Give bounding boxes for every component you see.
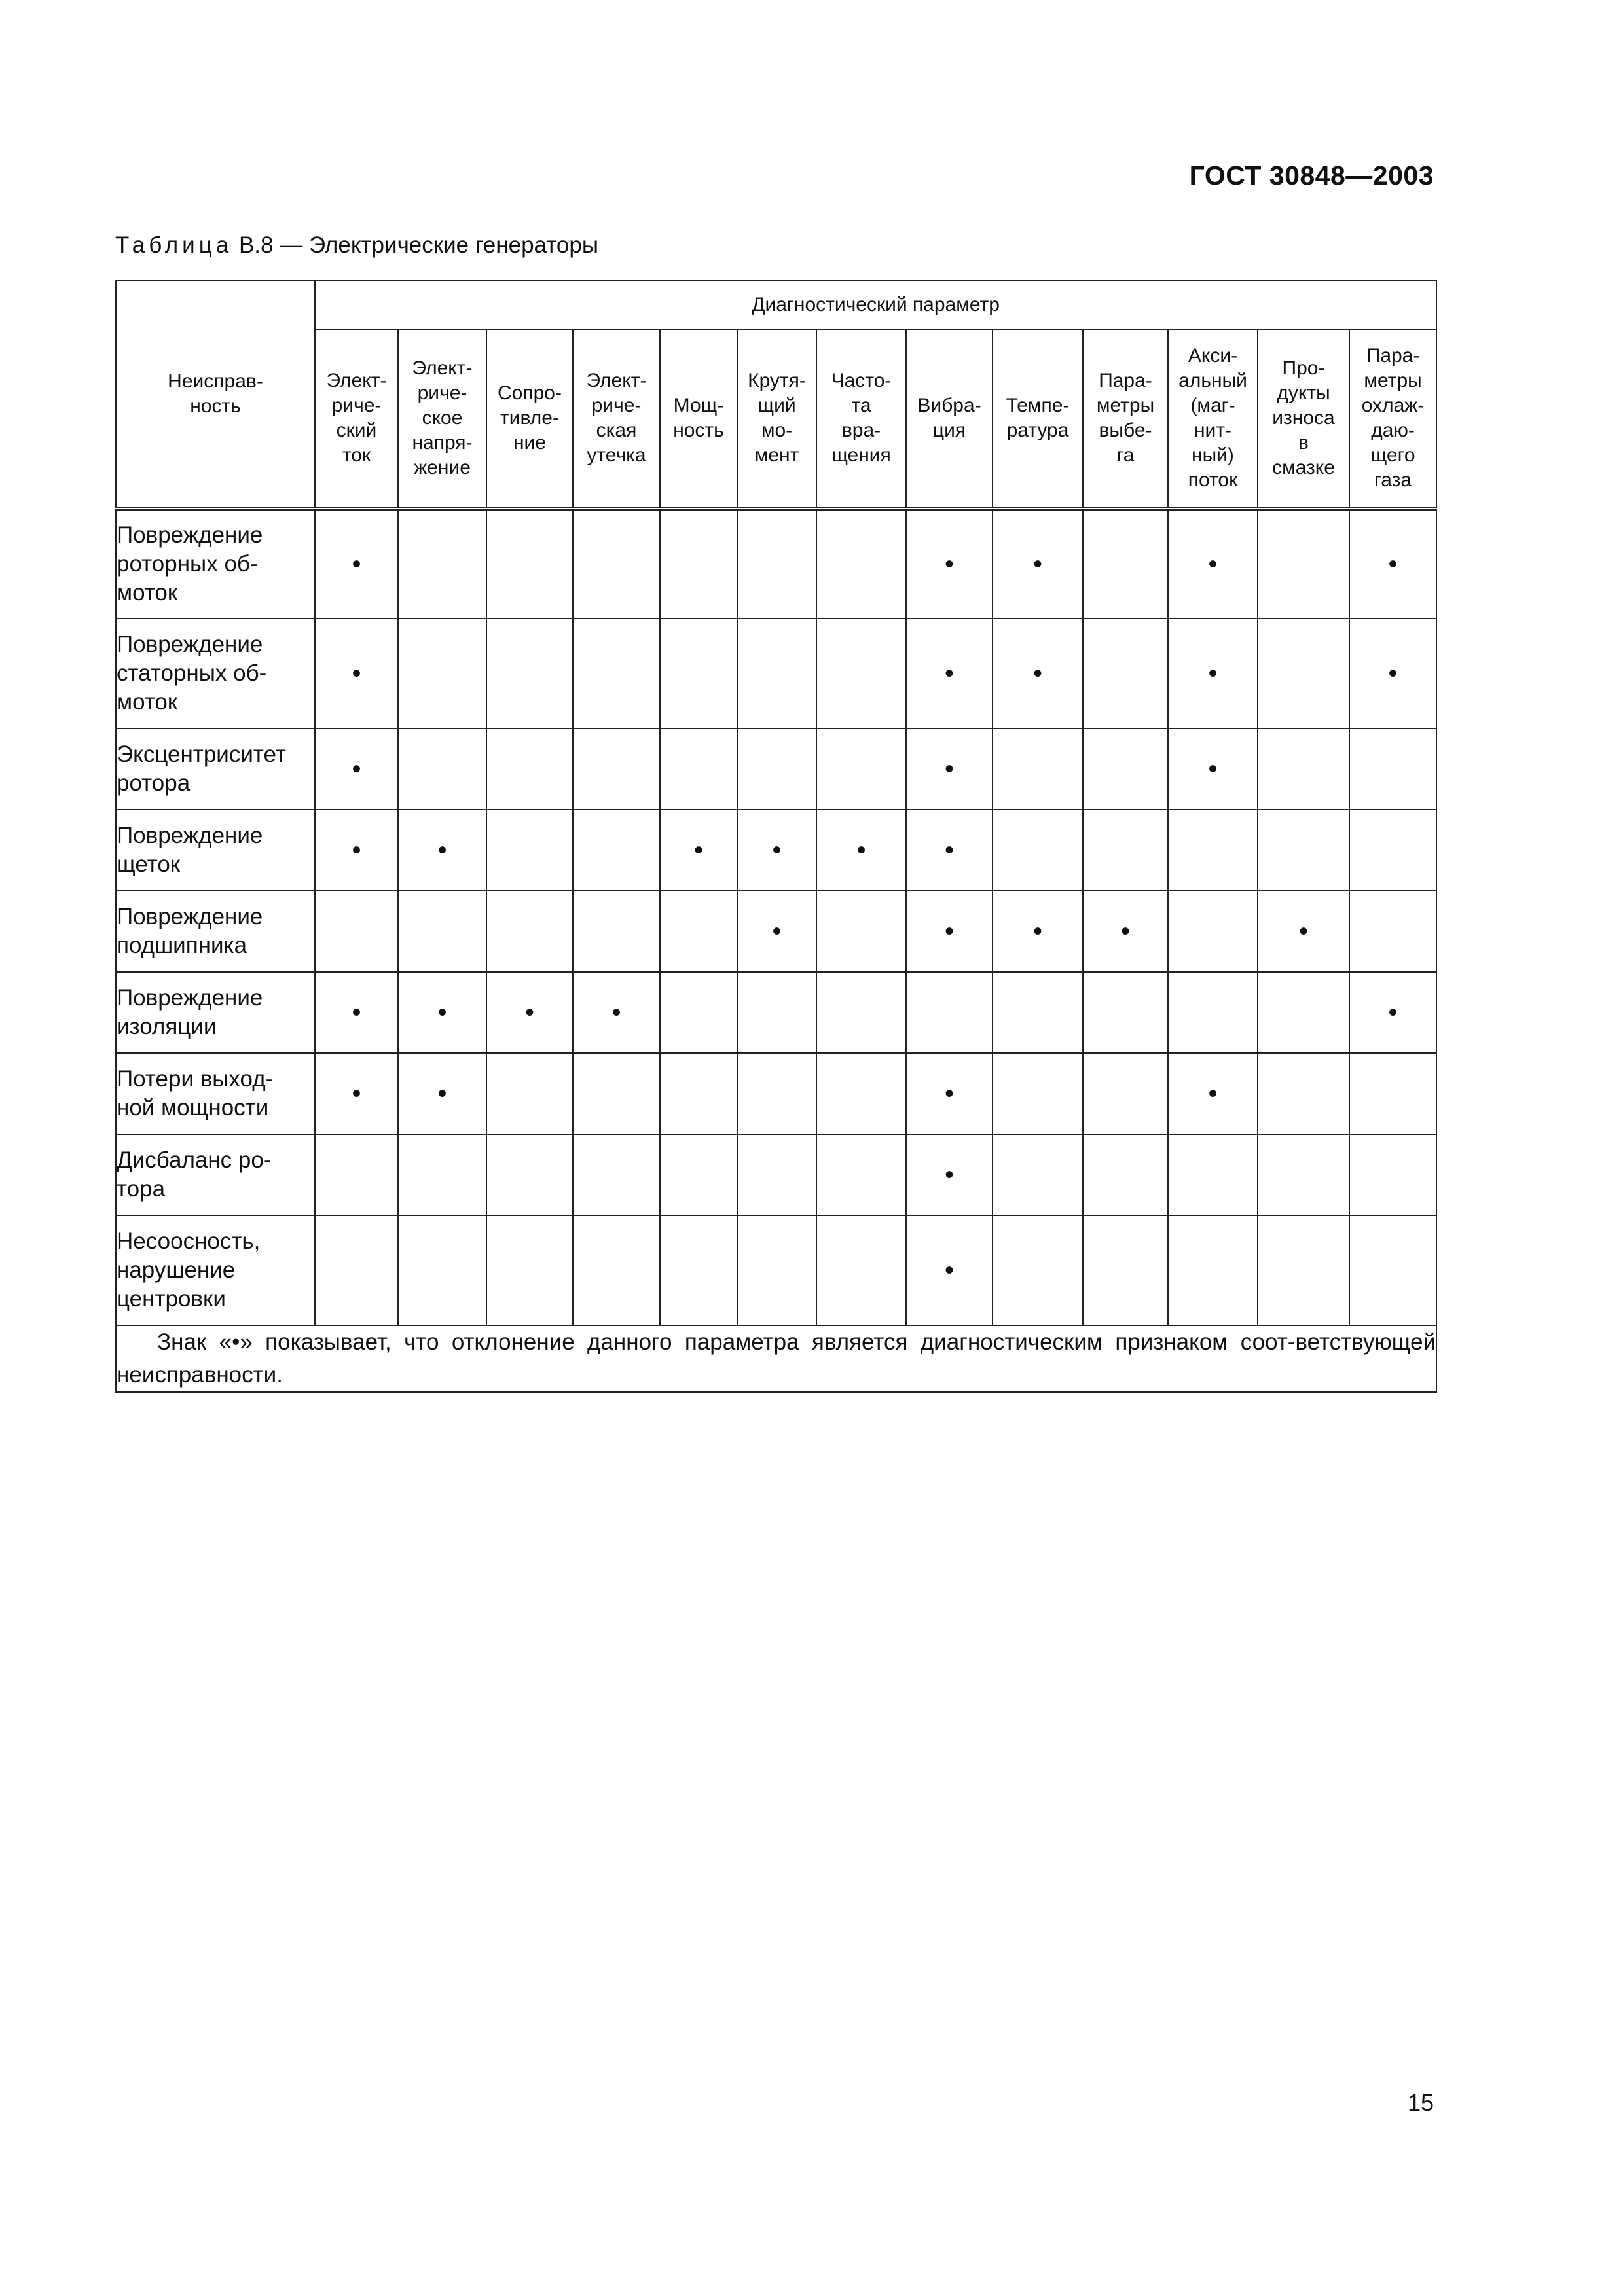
diagnostic-mark: •: [315, 810, 398, 891]
empty-cell: [816, 619, 906, 728]
diagnostic-mark: •: [993, 891, 1083, 972]
empty-cell: [486, 1215, 573, 1325]
empty-cell: [737, 972, 816, 1053]
empty-cell: [315, 891, 398, 972]
empty-cell: [660, 1053, 737, 1134]
page-number: 15: [1407, 2089, 1434, 2116]
diagnostic-mark: •: [1168, 728, 1258, 810]
parameter-column-header: Часто- та вра- щения: [816, 329, 906, 509]
empty-cell: [737, 509, 816, 619]
empty-cell: [1168, 972, 1258, 1053]
parameter-column-header: Про- дукты износа в смазке: [1258, 329, 1349, 509]
empty-cell: [1349, 810, 1436, 891]
empty-cell: [1258, 1134, 1349, 1215]
fault-name: Повреждение роторных об- моток: [116, 509, 315, 619]
empty-cell: [1349, 1053, 1436, 1134]
diagnostic-mark: •: [315, 728, 398, 810]
empty-cell: [993, 728, 1083, 810]
fault-row: [116, 810, 1436, 891]
empty-cell: [816, 1215, 906, 1325]
diagnostic-mark: •: [906, 1134, 993, 1215]
diagnostic-mark: •: [993, 619, 1083, 728]
empty-cell: [660, 728, 737, 810]
empty-cell: [486, 1134, 573, 1215]
parameter-column-header: Крутя- щий мо- мент: [737, 329, 816, 509]
empty-cell: [737, 1053, 816, 1134]
empty-cell: [1083, 1134, 1168, 1215]
empty-cell: [1258, 810, 1349, 891]
empty-cell: [573, 1215, 660, 1325]
empty-cell: [398, 509, 486, 619]
diagnostic-mark: •: [816, 810, 906, 891]
document-code: ГОСТ 30848—2003: [1189, 160, 1434, 190]
diagnostic-mark: •: [315, 1053, 398, 1134]
empty-cell: [398, 619, 486, 728]
diagnostic-mark: •: [398, 1053, 486, 1134]
fault-row: [116, 509, 1436, 619]
diagnostic-mark: •: [906, 1053, 993, 1134]
empty-cell: [486, 619, 573, 728]
diagnostic-mark: •: [315, 972, 398, 1053]
fault-row: [116, 972, 1436, 1053]
header-row: [116, 281, 1436, 329]
empty-cell: [660, 891, 737, 972]
fault-name: Повреждение подшипника: [116, 891, 315, 972]
empty-cell: [1349, 1134, 1436, 1215]
empty-cell: [660, 509, 737, 619]
fault-row: [116, 619, 1436, 728]
empty-cell: [1258, 619, 1349, 728]
empty-cell: [737, 728, 816, 810]
empty-cell: [1258, 972, 1349, 1053]
diagnostic-mark: •: [1168, 1053, 1258, 1134]
empty-cell: [816, 509, 906, 619]
empty-cell: [573, 619, 660, 728]
empty-cell: [573, 891, 660, 972]
empty-cell: [1258, 1215, 1349, 1325]
parameter-column-header: Пара- метры выбе- га: [1083, 329, 1168, 509]
diagnostic-mark: •: [1349, 972, 1436, 1053]
empty-cell: [573, 1053, 660, 1134]
empty-cell: [573, 810, 660, 891]
empty-cell: [573, 1134, 660, 1215]
empty-cell: [993, 1053, 1083, 1134]
table-note: Знак «•» показывает, что отклонение данного параметра является диагностическим признаком соот-ветствующей неисправности.: [116, 1325, 1436, 1392]
fault-row: [116, 1215, 1436, 1325]
empty-cell: [486, 810, 573, 891]
empty-cell: [660, 1215, 737, 1325]
diagnostic-mark: •: [660, 810, 737, 891]
empty-cell: [1258, 509, 1349, 619]
diagnostic-mark: •: [573, 972, 660, 1053]
empty-cell: [398, 728, 486, 810]
empty-cell: [486, 891, 573, 972]
empty-cell: [1083, 619, 1168, 728]
empty-cell: [1349, 728, 1436, 810]
fault-column-header: Неисправ- ность: [116, 281, 315, 509]
empty-cell: [486, 728, 573, 810]
diagnostic-mark: •: [737, 891, 816, 972]
empty-cell: [737, 619, 816, 728]
empty-cell: [1168, 810, 1258, 891]
fault-name: Эксцентриситет ротора: [116, 728, 315, 810]
diagnostic-mark: •: [993, 509, 1083, 619]
diagnostic-mark: •: [906, 810, 993, 891]
diagnostic-mark: •: [1083, 891, 1168, 972]
fault-name: Дисбаланс ро- тора: [116, 1134, 315, 1215]
empty-cell: [993, 1215, 1083, 1325]
parameter-column-header: Элект- риче- ская утечка: [573, 329, 660, 509]
empty-cell: [1168, 1134, 1258, 1215]
diagnostic-mark: •: [486, 972, 573, 1053]
empty-cell: [1083, 810, 1168, 891]
fault-row: [116, 1134, 1436, 1215]
empty-cell: [660, 619, 737, 728]
empty-cell: [906, 972, 993, 1053]
parameter-column-header: Темпе- ратура: [993, 329, 1083, 509]
fault-name: Повреждение изоляции: [116, 972, 315, 1053]
diagnostic-mark: •: [1258, 891, 1349, 972]
table-caption-title: В.8 — Электрические генераторы: [232, 232, 598, 258]
empty-cell: [1349, 891, 1436, 972]
empty-cell: [1258, 1053, 1349, 1134]
diagnostic-mark: •: [1168, 509, 1258, 619]
empty-cell: [816, 728, 906, 810]
empty-cell: [1083, 728, 1168, 810]
parameter-column-header: Акси- альный (маг- нит- ный) поток: [1168, 329, 1258, 509]
diagnostic-table: [115, 280, 1437, 1393]
table-caption-lead: Таблица: [115, 232, 233, 258]
parameter-group-header: Диагностический параметр: [315, 281, 1436, 329]
empty-cell: [573, 509, 660, 619]
empty-cell: [660, 972, 737, 1053]
diagnostic-mark: •: [315, 509, 398, 619]
empty-cell: [315, 1215, 398, 1325]
diagnostic-mark: •: [398, 810, 486, 891]
diagnostic-mark: •: [906, 728, 993, 810]
empty-cell: [315, 1134, 398, 1215]
fault-name: Повреждение статорных об- моток: [116, 619, 315, 728]
empty-cell: [1083, 1053, 1168, 1134]
empty-cell: [993, 1134, 1083, 1215]
parameter-column-header: Элект- риче- ское напря- жение: [398, 329, 486, 509]
diagnostic-mark: •: [737, 810, 816, 891]
empty-cell: [486, 1053, 573, 1134]
parameter-column-header: Вибра- ция: [906, 329, 993, 509]
diagnostic-mark: •: [906, 891, 993, 972]
empty-cell: [816, 1134, 906, 1215]
diagnostic-mark: •: [1168, 619, 1258, 728]
empty-cell: [993, 972, 1083, 1053]
empty-cell: [1083, 1215, 1168, 1325]
parameter-column-header: Мощ- ность: [660, 329, 737, 509]
parameter-column-header: Пара- метры охлаж- даю- щего газа: [1349, 329, 1436, 509]
fault-row: [116, 1053, 1436, 1134]
empty-cell: [737, 1215, 816, 1325]
fault-row: [116, 891, 1436, 972]
fault-name: Несоосность, нарушение центровки: [116, 1215, 315, 1325]
empty-cell: [816, 972, 906, 1053]
fault-row: [116, 728, 1436, 810]
diagnostic-mark: •: [1349, 619, 1436, 728]
table-caption: [115, 232, 598, 259]
parameter-column-header: Сопро- тивле- ние: [486, 329, 573, 509]
parameter-column-header: Элект- риче- ский ток: [315, 329, 398, 509]
empty-cell: [1349, 1215, 1436, 1325]
empty-cell: [1168, 891, 1258, 972]
diagnostic-mark: •: [1349, 509, 1436, 619]
empty-cell: [1258, 728, 1349, 810]
empty-cell: [398, 891, 486, 972]
empty-cell: [1168, 1215, 1258, 1325]
note-row: [116, 1325, 1436, 1392]
empty-cell: [486, 509, 573, 619]
fault-name: Повреждение щеток: [116, 810, 315, 891]
fault-name: Потери выход- ной мощности: [116, 1053, 315, 1134]
diagnostic-mark: •: [906, 1215, 993, 1325]
diagnostic-mark: •: [906, 509, 993, 619]
empty-cell: [398, 1215, 486, 1325]
empty-cell: [660, 1134, 737, 1215]
diagnostic-mark: •: [315, 619, 398, 728]
diagnostic-mark: •: [398, 972, 486, 1053]
empty-cell: [737, 1134, 816, 1215]
empty-cell: [816, 891, 906, 972]
empty-cell: [398, 1134, 486, 1215]
empty-cell: [1083, 972, 1168, 1053]
empty-cell: [1083, 509, 1168, 619]
empty-cell: [816, 1053, 906, 1134]
empty-cell: [993, 810, 1083, 891]
empty-cell: [573, 728, 660, 810]
diagnostic-mark: •: [906, 619, 993, 728]
